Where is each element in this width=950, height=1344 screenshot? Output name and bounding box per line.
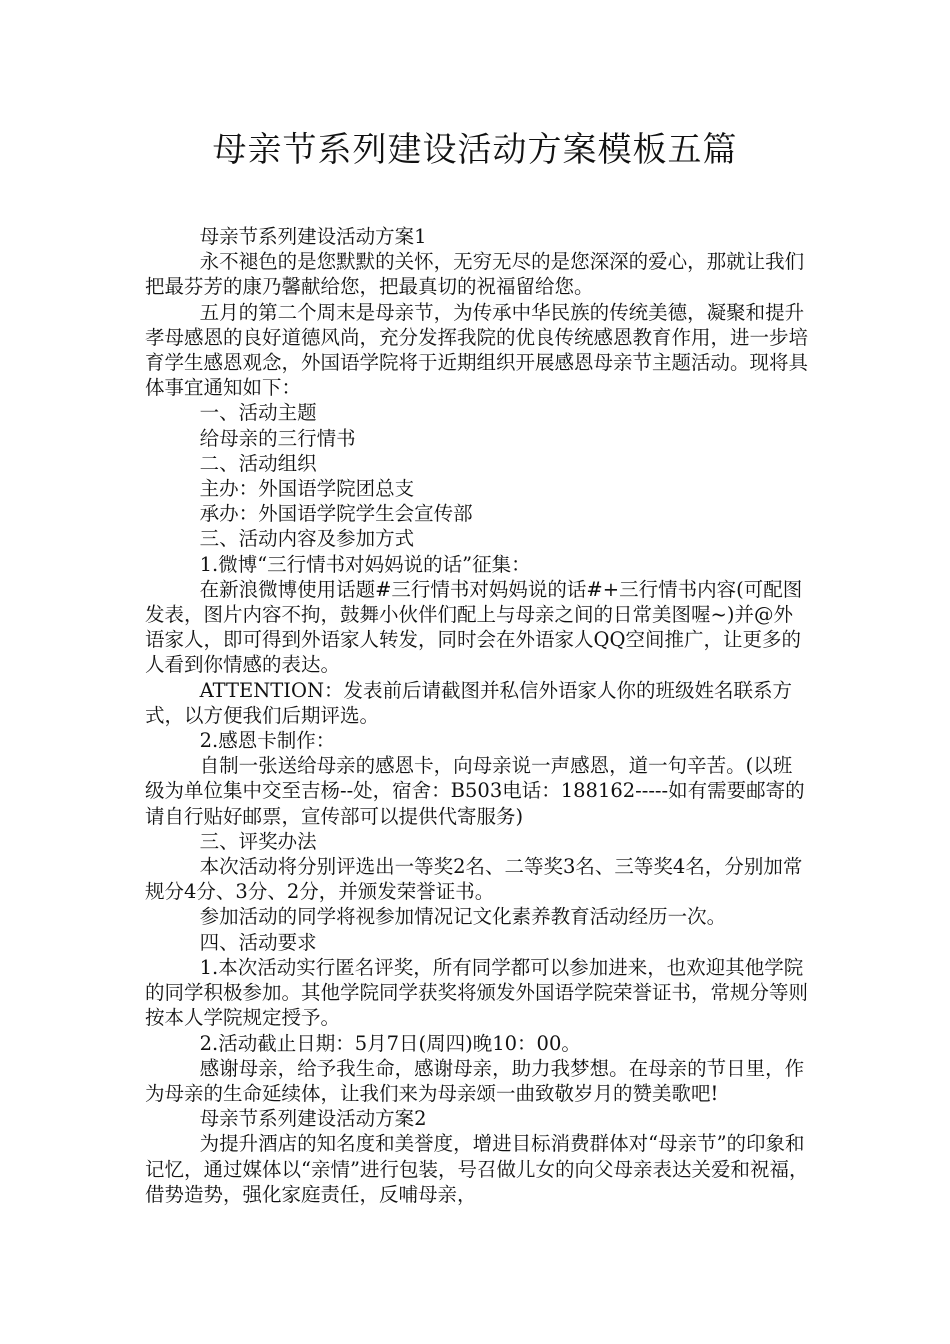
paragraph: 为提升酒店的知名度和美誉度，增进目标消费群体对“母亲节”的印象和记忆，通过媒体以“亲情”进行包装，号召做儿女的向父母亲表达关爱和祝福，借势造势，强化家庭责任，反哺母亲， bbox=[145, 1132, 809, 1206]
paragraph: 自制一张送给母亲的感恩卡，向母亲说一声感恩，道一句辛苦。(以班级为单位集中交至吉杨--处，宿舍：B503电话：188162-----如有需要邮寄的请自行贴好邮票，宣传部可以提供代寄服务) bbox=[145, 754, 805, 828]
paragraph: 一、活动主题 bbox=[199, 401, 317, 425]
paragraph: 在新浪微博使用话题#三行情书对妈妈说的话#+三行情书内容(可配图发表，图片内容不拘，鼓舞小伙伴们配上与母亲之间的日常美图喔~)并@外语家人，即可得到外语家人转发，同时会在外语家人QQ空间推广，让更多的人看到你情感的表达。 bbox=[145, 577, 803, 677]
paragraph: 2.活动截止日期：5月7日(周四)晚10：00。 bbox=[199, 1031, 581, 1055]
paragraph: 主办：外国语学院团总支 bbox=[199, 477, 415, 501]
paragraph: 母亲节系列建设活动方案1 bbox=[199, 225, 427, 248]
paragraph: 承办：外国语学院学生会宣传部 bbox=[199, 502, 473, 526]
paragraph: 永不褪色的是您默默的关怀，无穷无尽的是您深深的爱心，那就让我们把最芬芳的康乃馨献给您，把最真切的祝福留给您。 bbox=[145, 250, 805, 299]
paragraph: 母亲节系列建设活动方案2 bbox=[199, 1107, 427, 1131]
paragraph: 参加活动的同学将视参加情况记文化素养教育活动经历一次。 bbox=[199, 905, 727, 929]
paragraph: 三、活动内容及参加方式 bbox=[199, 527, 415, 551]
paragraph: 二、活动组织 bbox=[199, 451, 317, 475]
paragraph: 本次活动将分别评选出一等奖2名、二等奖3名、三等奖4名，分别加常规分4分、3分、2分，并颁发荣誉证书。 bbox=[145, 855, 803, 904]
paragraph: 1.本次活动实行匿名评奖，所有同学都可以参加进来，也欢迎其他学院的同学积极参加。其他学院同学获奖将颁发外国语学院荣誉证书，常规分等则按本人学院规定授予。 bbox=[145, 955, 809, 1030]
paragraph: 五月的第二个周末是母亲节，为传承中华民族的传统美德，凝聚和提升孝母感恩的良好道德风尚，充分发挥我院的优良传统感恩教育作用，进一步培育学生感恩观念，外国语学院将于近期组织开展感恩母亲节主题活动。现将具体事宜通知如下： bbox=[145, 300, 809, 400]
paragraph: ATTENTION：发表前后请截图并私信外语家人你的班级姓名联系方式，以方便我们后期评选。 bbox=[145, 678, 793, 727]
paragraph: 四、活动要求 bbox=[199, 930, 317, 954]
paragraph: 2.感恩卡制作： bbox=[199, 729, 336, 753]
paragraph: 给母亲的三行情书 bbox=[199, 426, 356, 450]
paragraph: 感谢母亲，给予我生命，感谢母亲，助力我梦想。在母亲的节日里，作为母亲的生命延续体，让我们来为母亲颂一曲致敬岁月的赞美歌吧! bbox=[145, 1056, 805, 1105]
document-body bbox=[145, 224, 810, 1207]
paragraph: 三、评奖办法 bbox=[199, 829, 317, 853]
document-title: 母亲节系列建设活动方案模板五篇 bbox=[212, 130, 738, 170]
paragraph: 1.微博“三行情书对妈妈说的话”征集： bbox=[199, 552, 531, 576]
